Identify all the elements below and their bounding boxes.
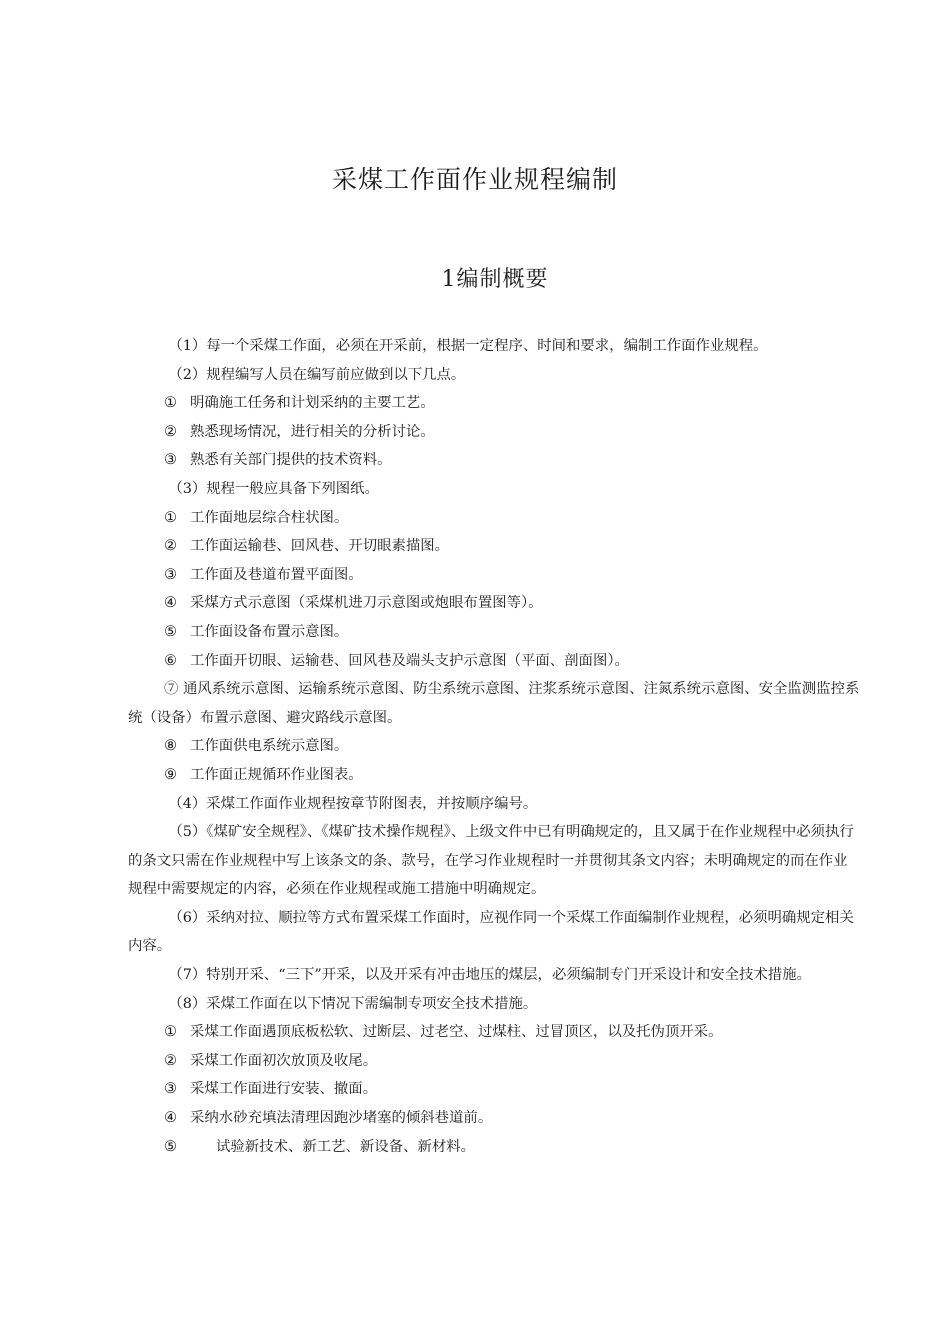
list-item (128, 504, 860, 533)
list-item-text: 试验新技术、新工艺、新设备、新材料。 (216, 1138, 476, 1155)
list-marker: ③ (164, 566, 177, 583)
list-marker: ⑧ (164, 738, 177, 755)
list-item-text: 工作面运输巷、回风巷、开切眼素描图。 (190, 538, 450, 555)
body-paragraph: （6）采纳对拉、顺拉等方式布置采煤工作面时，应视作同一个采煤工作面编制作业规程，必须明确规定相关内容。 (128, 909, 854, 955)
list-marker: ② (164, 1052, 177, 1069)
list-item-text: 采纳水砂充填法清理因跑沙堵塞的倾斜巷道前。 (190, 1110, 493, 1127)
body-paragraph: （4）采煤工作面作业规程按章节附图表，并按顺序编号。 (168, 795, 538, 812)
list-marker: ② (164, 538, 177, 555)
body-paragraph: （2）规程编写人员在编写前应做到以下几点。 (168, 366, 466, 383)
list-item-text: 工作面及巷道布置平面图。 (190, 566, 363, 583)
list-marker: ① (164, 395, 177, 412)
list-marker: ① (164, 1024, 177, 1041)
body-paragraph: （5）《煤矿安全规程》、《煤矿技术操作规程》、上级文件中已有明确规定的，且又属于在作业规程中必须执行的条文只需在作业规程中写上该条文的条、款号，在学习作业规程时一并贯彻其条文内容；未明确规定的而在作业规程中需要规定的内容，必须在作业规程或施工措施中明确规定。 (128, 824, 854, 898)
list-item-text: 熟悉现场情况，进行相关的分析讨论。 (190, 423, 435, 440)
list-item (128, 647, 860, 676)
list-item (128, 732, 860, 761)
list-item-text: 工作面设备布置示意图。 (190, 623, 349, 640)
list-item (128, 561, 860, 590)
list-marker: ④ (164, 1110, 177, 1127)
document-body (128, 332, 860, 1161)
list-marker: ④ (164, 595, 177, 612)
body-paragraph: （8）采煤工作面在以下情况下需编制专项安全技术措施。 (168, 995, 538, 1012)
list-item-text: 工作面地层综合柱状图。 (190, 509, 349, 526)
list-marker: ③ (164, 1081, 177, 1098)
list-item-text: 明确施工任务和计划采纳的主要工艺。 (190, 395, 435, 412)
list-marker: ⑦ (164, 681, 179, 698)
list-item-text: 熟悉有关部门提供的技术资料。 (190, 452, 392, 469)
list-marker: ⑥ (164, 652, 177, 669)
list-item-text: 采煤方式示意图（采煤机进刀示意图或炮眼布置图等）。 (190, 595, 543, 612)
list-marker: ⑨ (164, 766, 177, 783)
list-item (128, 1133, 860, 1162)
list-item (128, 618, 860, 647)
list-item (128, 675, 860, 732)
list-item (128, 418, 860, 447)
list-item (128, 761, 860, 790)
list-item-text: 工作面正规循环作业图表。 (190, 766, 363, 783)
list-item (128, 389, 860, 418)
body-paragraph: （1）每一个采煤工作面，必须在开采前，根据一定程序、时间和要求，编制工作面作业规程。 (168, 338, 768, 354)
list-marker: ② (164, 423, 177, 440)
list-item (128, 1047, 860, 1076)
list-item-text: 采煤工作面遇顶底板松软、过断层、过老空、过煤柱、过冒顶区，以及托伪顶开采。 (190, 1024, 723, 1041)
list-item (128, 1075, 860, 1104)
section-heading: 1编制概要 (441, 267, 549, 292)
list-item-text: 采煤工作面初次放顶及收尾。 (190, 1052, 378, 1069)
list-item (128, 1018, 860, 1047)
body-paragraph: （7）特别开采、“三下”开采，以及开采有冲击地压的煤层，必须编制专门开采设计和安全技术措施。 (168, 967, 811, 984)
list-marker: ① (164, 509, 177, 526)
body-paragraph: （3）规程一般应具备下列图纸。 (168, 480, 379, 497)
list-item-text: 工作面供电系统示意图。 (190, 738, 349, 755)
list-marker: ⑤ (164, 623, 177, 640)
list-item (128, 589, 860, 618)
list-item-text: 工作面开切眼、运输巷、回风巷及端头支护示意图（平面、剖面图）。 (190, 652, 629, 669)
list-item-text: 通风系统示意图、运输系统示意图、防尘系统示意图、注浆系统示意图、注氮系统示意图、安全监测监控系统（设备）布置示意图、避灾路线示意图。 (128, 681, 860, 726)
list-item (128, 446, 860, 475)
list-item (128, 1104, 860, 1133)
list-item-text: 采煤工作面进行安装、撤面。 (190, 1081, 378, 1098)
list-marker: ⑤ (164, 1138, 177, 1155)
list-item (128, 532, 860, 561)
list-marker: ③ (164, 452, 177, 469)
document-title: 采煤工作面作业规程编制 (331, 165, 618, 194)
